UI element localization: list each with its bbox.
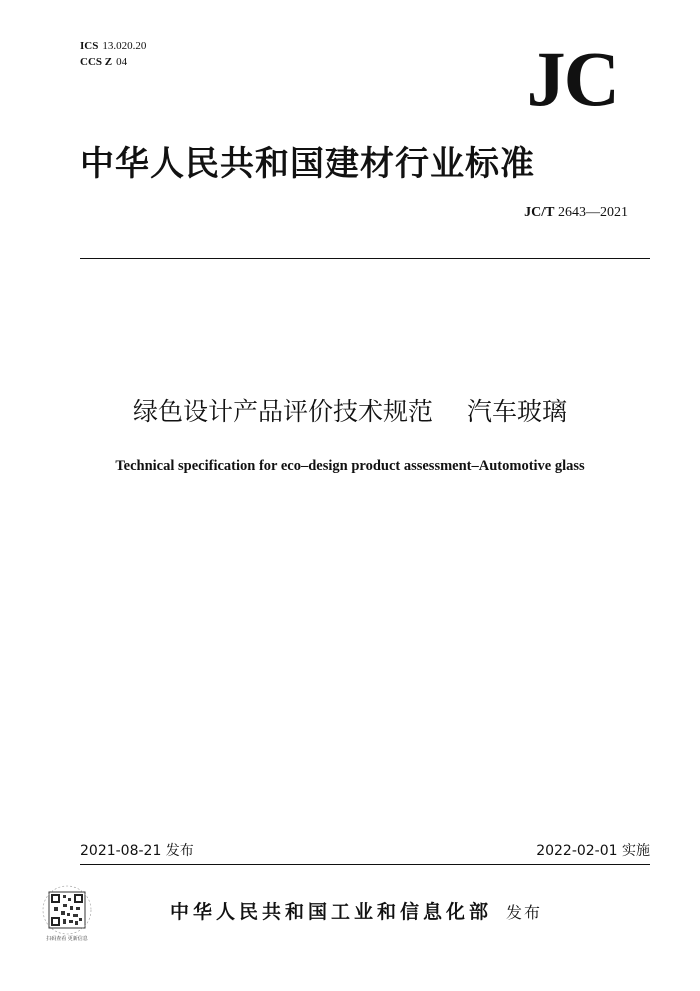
standard-title: 中华人民共和国建材行业标准 [80, 144, 535, 184]
qr-code-icon [32, 882, 102, 948]
top-divider [80, 258, 650, 259]
issue-date: 2021-08-21 发布 [80, 843, 194, 859]
ics-line: ICS 13.020.20 [80, 40, 147, 52]
document-title-cn: 绿色设计产品评价技术规范 汽车玻璃 [132, 397, 568, 426]
standard-code: JC/T 2643—2021 [524, 205, 628, 220]
jc-logo: JC [526, 35, 618, 122]
issuer-name: 中华人民共和国工业和信息化部 [170, 901, 493, 923]
classification-codes [80, 38, 146, 70]
issuer-line [170, 897, 542, 924]
ccs-line: CCS Z 04 [80, 56, 128, 68]
document-title-en: Technical specification for eco–design product assessment–Automotive glass [115, 458, 585, 474]
issuer-action: 发布 [506, 903, 543, 922]
effective-date: 2022-02-01 实施 [536, 843, 650, 859]
svg-text:扫码查看 更新信息: 扫码查看 更新信息 [46, 936, 88, 942]
bottom-divider [80, 864, 650, 865]
